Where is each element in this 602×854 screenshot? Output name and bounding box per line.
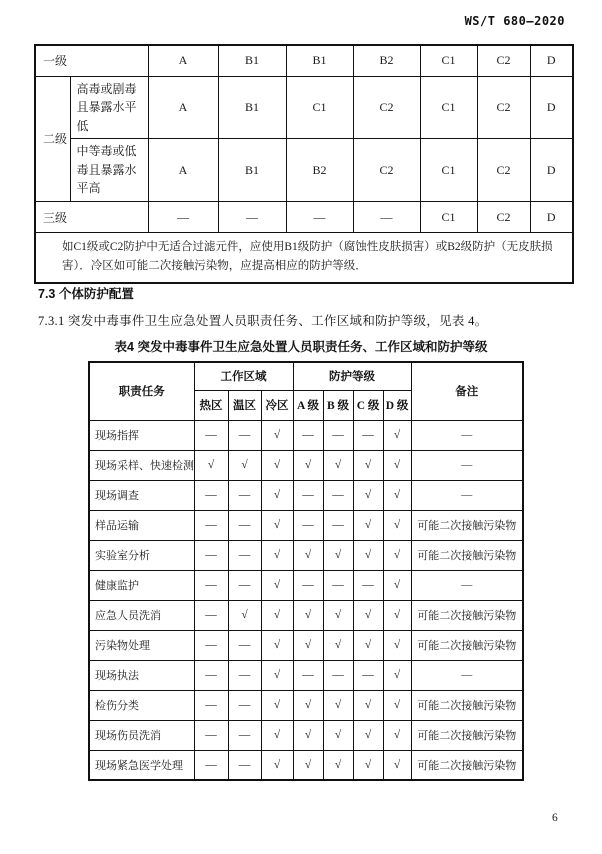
task-cell: 污染物处理 [89, 630, 194, 660]
mark-cell: — [194, 480, 228, 510]
grade-cell: C1 [420, 76, 477, 139]
mark-cell: — [194, 570, 228, 600]
grade-cell: D [530, 139, 573, 202]
grade-cell: D [530, 45, 573, 76]
mark-cell: √ [323, 690, 353, 720]
mark-cell: √ [261, 750, 293, 780]
mark-cell: √ [261, 630, 293, 660]
mark-cell: √ [293, 720, 323, 750]
mark-cell: √ [261, 510, 293, 540]
mark-cell: √ [323, 720, 353, 750]
grade-cell: A [148, 45, 218, 76]
grade-cell: C2 [477, 202, 530, 233]
mark-cell: √ [383, 480, 411, 510]
level1-row [35, 45, 573, 76]
task-cell: 现场采样、快速检测 [89, 450, 194, 480]
mark-cell: — [228, 630, 261, 660]
grade-cell: C2 [477, 76, 530, 139]
mark-cell: √ [261, 570, 293, 600]
mark-cell: — [323, 420, 353, 450]
grade-cell: — [353, 202, 420, 233]
toxicity-label: 高毒或剧毒且暴露水平低 [70, 76, 148, 139]
remark-cell: 可能二次接触污染物 [411, 600, 523, 630]
mark-cell: √ [383, 720, 411, 750]
grade-cell: D [530, 76, 573, 139]
mark-cell: √ [383, 420, 411, 450]
mark-cell: — [228, 660, 261, 690]
grade-cell: D [530, 202, 573, 233]
table4-row [89, 570, 523, 600]
table4-row [89, 660, 523, 690]
mark-cell: — [228, 420, 261, 450]
mark-cell: — [194, 750, 228, 780]
level2-row-high [35, 76, 573, 139]
mark-cell: √ [261, 720, 293, 750]
table4-row [89, 510, 523, 540]
mark-cell: √ [261, 690, 293, 720]
mark-cell: √ [353, 690, 383, 720]
mark-cell: — [194, 540, 228, 570]
level2-row-medium [35, 139, 573, 202]
grade-cell: A [148, 76, 218, 139]
task-cell: 现场指挥 [89, 420, 194, 450]
mark-cell: — [194, 420, 228, 450]
mark-cell: — [353, 660, 383, 690]
mark-cell: — [353, 570, 383, 600]
mark-cell: √ [261, 540, 293, 570]
page-number: 6 [552, 812, 558, 824]
mark-cell: √ [261, 660, 293, 690]
grade-cell: B1 [218, 76, 286, 139]
mark-cell: √ [323, 450, 353, 480]
mark-cell: √ [353, 750, 383, 780]
task-cell: 健康监护 [89, 570, 194, 600]
grade-cell: B2 [353, 45, 420, 76]
level-label: 二级 [35, 76, 70, 202]
header-remark: 备注 [411, 362, 523, 420]
grade-cell: C1 [420, 45, 477, 76]
grade-cell: — [286, 202, 353, 233]
mark-cell: √ [261, 600, 293, 630]
grade-cell: — [218, 202, 286, 233]
remark-cell: — [411, 660, 523, 690]
protection-levels-table [34, 44, 574, 284]
mark-cell: — [194, 600, 228, 630]
table4-row [89, 540, 523, 570]
mark-cell: √ [383, 600, 411, 630]
mark-cell: — [228, 570, 261, 600]
table4-row [89, 690, 523, 720]
mark-cell: — [194, 720, 228, 750]
grade-cell: C1 [420, 202, 477, 233]
mark-cell: — [194, 690, 228, 720]
remark-cell: 可能二次接触污染物 [411, 690, 523, 720]
mark-cell: √ [261, 450, 293, 480]
table4-row [89, 480, 523, 510]
mark-cell: √ [383, 660, 411, 690]
mark-cell: √ [293, 750, 323, 780]
mark-cell: √ [228, 600, 261, 630]
mark-cell: √ [261, 420, 293, 450]
grade-cell: A [148, 139, 218, 202]
header-zone-cold: 冷区 [261, 390, 293, 420]
mark-cell: — [228, 690, 261, 720]
task-cell: 现场执法 [89, 660, 194, 690]
table4 [88, 361, 524, 781]
remark-cell: 可能二次接触污染物 [411, 720, 523, 750]
table4-body [89, 420, 523, 780]
mark-cell: — [323, 570, 353, 600]
mark-cell: √ [323, 600, 353, 630]
mark-cell: √ [293, 690, 323, 720]
mark-cell: √ [383, 450, 411, 480]
mark-cell: — [228, 750, 261, 780]
remark-cell: — [411, 420, 523, 450]
mark-cell: √ [383, 690, 411, 720]
remark-cell: 可能二次接触污染物 [411, 510, 523, 540]
grade-cell: C1 [286, 76, 353, 139]
table4-header-row1 [89, 362, 523, 390]
grade-cell: C2 [353, 139, 420, 202]
section-heading: 7.3 个体防护配置 [38, 287, 134, 301]
task-cell: 现场调查 [89, 480, 194, 510]
mark-cell: — [353, 420, 383, 450]
mark-cell: — [228, 480, 261, 510]
toxicity-label: 中等毒或低毒且暴露水平高 [70, 139, 148, 202]
grade-cell: B1 [218, 139, 286, 202]
grade-cell: C1 [420, 139, 477, 202]
mark-cell: √ [353, 480, 383, 510]
mark-cell: — [293, 660, 323, 690]
mark-cell: — [323, 510, 353, 540]
mark-cell: √ [383, 510, 411, 540]
mark-cell: √ [228, 450, 261, 480]
remark-cell: 可能二次接触污染物 [411, 630, 523, 660]
grade-cell: B2 [286, 139, 353, 202]
mark-cell: √ [323, 540, 353, 570]
level-label: 一级 [35, 45, 148, 76]
header-task: 职责任务 [89, 362, 194, 420]
header-level-a: A 级 [293, 390, 323, 420]
grade-cell: C2 [477, 139, 530, 202]
header-level-d: D 级 [383, 390, 411, 420]
section-paragraph: 7.3.1 突发中毒事件卫生应急处置人员职责任务、工作区域和防护等级，见表 4。 [38, 314, 488, 328]
mark-cell: — [293, 480, 323, 510]
mark-cell: √ [353, 510, 383, 540]
mark-cell: — [323, 660, 353, 690]
mark-cell: — [194, 510, 228, 540]
header-zone-warm: 温区 [228, 390, 261, 420]
mark-cell: √ [383, 750, 411, 780]
table4-row [89, 420, 523, 450]
mark-cell: √ [293, 600, 323, 630]
grade-cell: C2 [353, 76, 420, 139]
header-level-b: B 级 [323, 390, 353, 420]
table-note-row [35, 233, 573, 283]
mark-cell: √ [353, 540, 383, 570]
remark-cell: — [411, 450, 523, 480]
table4-row [89, 750, 523, 780]
level3-row [35, 202, 573, 233]
task-cell: 现场伤员洗消 [89, 720, 194, 750]
remark-cell: 可能二次接触污染物 [411, 750, 523, 780]
mark-cell: √ [353, 720, 383, 750]
mark-cell: √ [383, 570, 411, 600]
table4-row [89, 600, 523, 630]
mark-cell: √ [194, 450, 228, 480]
mark-cell: — [228, 720, 261, 750]
remark-cell: — [411, 480, 523, 510]
grade-cell: C2 [477, 45, 530, 76]
task-cell: 样品运输 [89, 510, 194, 540]
remark-cell: — [411, 570, 523, 600]
mark-cell: — [194, 630, 228, 660]
task-cell: 应急人员洗消 [89, 600, 194, 630]
doc-code: WS/T 680—2020 [464, 14, 565, 28]
mark-cell: √ [383, 630, 411, 660]
grade-cell: B1 [218, 45, 286, 76]
mark-cell: — [293, 570, 323, 600]
mark-cell: √ [323, 630, 353, 660]
table4-title: 表4 突发中毒事件卫生应急处置人员职责任务、工作区域和防护等级 [114, 340, 488, 354]
mark-cell: √ [293, 540, 323, 570]
grade-cell: B1 [286, 45, 353, 76]
mark-cell: √ [353, 450, 383, 480]
mark-cell: — [194, 660, 228, 690]
remark-cell: 可能二次接触污染物 [411, 540, 523, 570]
header-zone-hot: 热区 [194, 390, 228, 420]
mark-cell: — [228, 540, 261, 570]
header-level-c: C 级 [353, 390, 383, 420]
header-protection-level: 防护等级 [293, 362, 411, 390]
mark-cell: — [293, 510, 323, 540]
mark-cell: √ [353, 600, 383, 630]
mark-cell: — [323, 480, 353, 510]
level-label: 三级 [35, 202, 148, 233]
table4-row [89, 720, 523, 750]
mark-cell: √ [261, 480, 293, 510]
task-cell: 检伤分类 [89, 690, 194, 720]
table4-row [89, 450, 523, 480]
task-cell: 现场紧急医学处理 [89, 750, 194, 780]
header-work-area: 工作区域 [194, 362, 293, 390]
task-cell: 实验室分析 [89, 540, 194, 570]
mark-cell: — [228, 510, 261, 540]
mark-cell: √ [383, 540, 411, 570]
mark-cell: √ [353, 630, 383, 660]
mark-cell: — [293, 420, 323, 450]
table4-row [89, 630, 523, 660]
grade-cell: — [148, 202, 218, 233]
mark-cell: √ [323, 750, 353, 780]
table-note: 如C1级或C2防护中无适合过滤元件，应使用B1级防护（腐蚀性皮肤损害）或B2级防护（无皮肤损害）．冷区如可能二次接触污染物，应提高相应的防护等级． [35, 233, 573, 283]
mark-cell: √ [293, 630, 323, 660]
mark-cell: √ [293, 450, 323, 480]
